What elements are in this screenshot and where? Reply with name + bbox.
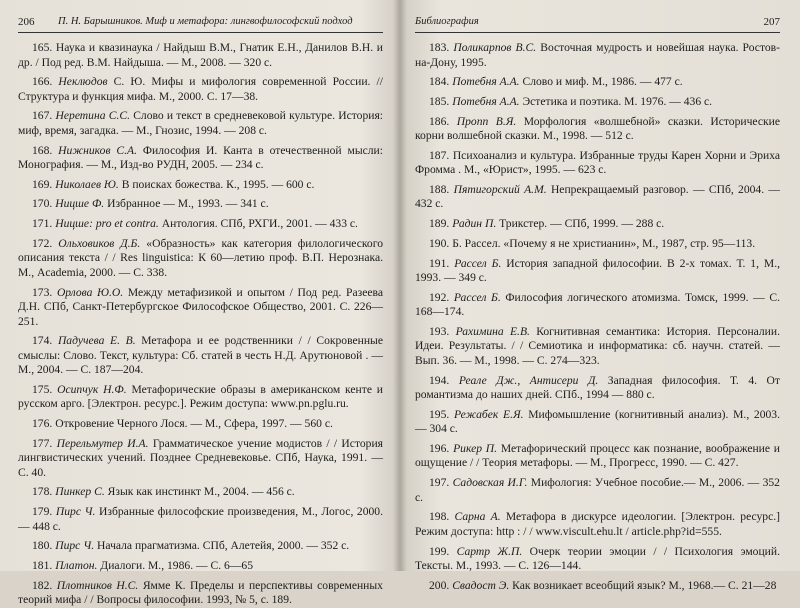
entry-author: Реале Дж., Антисери Д. <box>458 373 599 387</box>
bibliography-entry <box>18 417 383 432</box>
bibliography-entry <box>18 178 383 193</box>
entry-text: Б. Рассел. «Почему я не христианин», М., 1987, стр. 95—113. <box>452 236 756 250</box>
entry-author: Свадост Э. <box>452 578 510 592</box>
entry-number: 182. <box>32 578 53 592</box>
entry-text: Слово и миф. М., 1986. — 477 с. <box>522 75 683 89</box>
bibliography-entry <box>415 41 780 70</box>
bibliography-entry <box>415 95 780 110</box>
entry-text: Как возникает всеобщий язык? М., 1968.— С. 21—28 <box>512 578 777 592</box>
bibliography-entry <box>18 217 383 232</box>
entry-author: Рахимина Е.В. <box>455 324 530 338</box>
entry-text: Мифомышление (когнитивный анализ). М., 2003. — 304 с. <box>415 407 780 436</box>
bibliography-entry <box>415 442 780 471</box>
entry-author: Сарна А. <box>454 510 501 524</box>
bibliography-entry <box>415 291 780 320</box>
entry-text: Начала прагматизма. СПб, Алетейя, 2000. — 352 с. <box>97 539 350 553</box>
entry-number: 184. <box>429 75 450 89</box>
entry-text: Метафора в дискурсе идеологии. [Электрон. ресурс.] Режим доступа: http : / / www.viscult.ehu.lt / article.php?id=555. <box>415 510 781 538</box>
entry-author: Потебня А.А. <box>452 94 520 108</box>
bibliography-entry <box>415 325 780 369</box>
bibliography-entry <box>18 237 383 281</box>
bibliography-entry <box>415 579 780 594</box>
entry-text: История западной философии. В 2-х томах. Т. 1, М., 1993. — 349 с. <box>415 256 780 284</box>
entry-text: «Образность» как категория филологического описания текста / / Res linguistica: К 60—летию проф. В.П. Нерознака. М., Academia, 2000. — С. 338. <box>18 236 383 279</box>
entry-text: Ямме К. Пределы и перспективы современных теорий мифа / / Вопросы философии. 1993, № 5, с. 189. <box>18 578 383 607</box>
entry-number: 196. <box>429 441 450 455</box>
bibliography-entry <box>18 109 383 138</box>
entry-number: 189. <box>429 217 450 231</box>
bibliography-entry <box>18 505 383 534</box>
entry-text: Очерк теории эмоции / / Психология эмоций. Тексты. М., 1993. — С. 126—144. <box>415 544 780 572</box>
entry-author: Пирс Ч. <box>55 539 95 553</box>
entry-author: Пропп В.Я. <box>456 114 517 128</box>
entry-text: Эстетика и поэтика. М. 1976. — 436 с. <box>522 94 713 108</box>
entry-text: Метафора и ее родственники / / Сокровенные смыслы: Слово. Текст, культура: Сб. статей в честь Н.Д. Арутюновой . — М., 2004. — С. 187—204. <box>18 334 383 377</box>
bibliography-entry <box>415 237 780 252</box>
entry-number: 194. <box>429 373 450 387</box>
bibliography-entry <box>18 559 383 574</box>
entry-author: Неклюдов <box>58 75 108 89</box>
entry-number: 171. <box>32 217 53 231</box>
entry-text: Слово и текст в средневековой культуре. История: миф, время, загадка. — М., Гнозис, 1994. — 208 с. <box>18 109 383 137</box>
running-head-title-right: Библиография <box>415 16 479 27</box>
entry-text: Язык как инстинкт М., 2004. — 456 с. <box>107 485 295 499</box>
bibliography-entry <box>415 257 780 286</box>
bibliography-entry <box>415 374 780 403</box>
entry-text: Когнитивная семантика: История. Персоналии. Идеи. Результаты. / / Семиотика и информатика: сб. научн. статей. — Вып. 36. — М., 1998. — С. 274—323. <box>415 324 780 367</box>
entry-text: Между метафизикой и опытом / Под ред. Разеева Д.Н. СПб, Санкт-Петербургское Философское Общество, 2001. С. 226—251. <box>18 285 383 328</box>
bibliography-entry <box>18 197 383 212</box>
bibliography-entry <box>18 539 383 554</box>
entry-number: 195. <box>429 407 450 421</box>
bibliography-entry <box>18 485 383 500</box>
entry-number: 169. <box>32 177 53 191</box>
entry-author: Рассел Б. <box>453 290 501 304</box>
right-page <box>401 0 800 592</box>
entry-text: Трикстер. — СПб, 1999. — 288 с. <box>499 217 665 231</box>
entry-number: 168. <box>32 143 53 157</box>
entry-number: 187. <box>429 148 450 162</box>
entry-number: 191. <box>429 256 450 270</box>
entry-text: Непрекращаемый разговор. — СПб, 2004. — 432 с. <box>415 182 781 211</box>
entry-author: Ольховиков Д.Б. <box>58 236 141 250</box>
entry-author: Плотников Н.С. <box>56 578 139 592</box>
entry-text: Метафорический процесс как познание, воображение и ощущение / / Теория метафоры. — М., Прогресс, 1990. — С. 427. <box>415 441 780 470</box>
entry-text: Метафорические образы в американском кенте и русском арго. [Электрон. ресурс.]. Режим доступа: www.pn.pglu.ru. <box>18 382 383 411</box>
entry-number: 183. <box>429 41 450 54</box>
bibliography-list-left <box>18 41 383 608</box>
entry-number: 170. <box>32 197 53 211</box>
entry-text: Восточная мудрость и новейшая наука. Ростов-на-Дону, 1995. <box>415 41 780 69</box>
entry-text: Мифология: Учебное пособие.— М., 2006. — 352 с. <box>415 476 780 504</box>
bibliography-entry <box>415 510 780 539</box>
entry-number: 175. <box>32 382 53 396</box>
entry-author: Николаев Ю. <box>55 177 119 191</box>
entry-author: Радин П. <box>452 217 497 231</box>
entry-author: Потебня А.А. <box>452 75 520 89</box>
entry-number: 173. <box>32 285 53 299</box>
entry-number: 197. <box>429 476 450 490</box>
entry-author: Поликарпов В.С. <box>453 41 537 54</box>
entry-author: Неретина С.С. <box>55 109 130 123</box>
page-number-right: 207 <box>763 16 780 28</box>
entry-text: Грамматическое учение модистов / / История лингвистических учений. Позднее Средневековье. СПб, Наука, 1991. — С. 40. <box>18 436 383 479</box>
entry-number: 181. <box>32 559 53 572</box>
running-head-title-left: П. Н. Барышников. Миф и метафора: лингвофилософский подход <box>58 16 353 27</box>
entry-author: Пинкер С. <box>55 485 105 499</box>
entry-text: В поисках божества. К., 1995. — 600 с. <box>121 177 315 191</box>
bibliography-entry <box>18 437 383 481</box>
entry-author: Перельмутер И.А. <box>56 436 149 450</box>
bibliography-entry <box>18 75 383 104</box>
entry-number: 198. <box>429 510 450 524</box>
entry-number: 179. <box>32 505 53 519</box>
entry-text: Диалоги. М., 1986. — С. 6—65 <box>100 559 253 572</box>
bibliography-entry <box>18 286 383 330</box>
bibliography-entry <box>415 217 780 232</box>
entry-author: Рикер П. <box>453 441 498 455</box>
bibliography-list-right <box>415 41 780 593</box>
entry-number: 165. <box>32 41 53 54</box>
entry-author: Режабек Е.Я. <box>453 407 524 421</box>
entry-author: Нижников С.А. <box>58 143 137 157</box>
entry-number: 177. <box>32 436 53 450</box>
entry-author: Орлова Ю.О. <box>56 285 124 299</box>
bibliography-entry <box>18 579 383 608</box>
running-head-right <box>415 14 780 33</box>
entry-text: Наука и квазинаука / Найдыш В.М., Гнатик Е.Н., Данилов В.Н. и др. / Под ред. В.М. Найдыша. — М., 2008. — 320 с. <box>18 41 383 69</box>
entry-text: Западная философия. Т. 4. От романтизма до наших дней. СПб., 1994 — 880 с. <box>415 373 780 402</box>
entry-author: Садовская И.Г. <box>452 476 528 490</box>
entry-number: 166. <box>32 75 53 89</box>
entry-author: Осипчук Н.Ф. <box>57 382 127 396</box>
entry-text: Философия И. Канта в отечественной мысли: Монография. — М., Изд-во РУДН, 2005. — 234 с. <box>18 143 383 172</box>
entry-author: Пятигорский А.М. <box>453 182 547 196</box>
entry-number: 172. <box>32 236 53 250</box>
bibliography-entry <box>18 144 383 173</box>
entry-text: Избранные философские произведения, М., Логос, 2000. — 448 с. <box>18 505 383 533</box>
entry-number: 199. <box>429 544 450 558</box>
bibliography-entry <box>415 476 780 505</box>
entry-number: 178. <box>32 485 53 499</box>
entry-author: Ницше: pro et contra. <box>55 217 159 231</box>
bibliography-entry <box>18 383 383 412</box>
running-head-left <box>18 14 383 33</box>
entry-author: Пирс Ч. <box>55 505 96 519</box>
entry-text: Антология. СПб, РХГИ., 2001. — 433 с. <box>161 217 358 231</box>
entry-number: 176. <box>32 417 53 431</box>
entry-author: Сартр Ж.П. <box>456 544 523 558</box>
bibliography-entry <box>18 41 383 70</box>
entry-author: Ницше Ф. <box>55 197 105 211</box>
entry-text: Психоанализ и культура. Избранные труды Карен Хорни и Эриха Фромма . М., «Юрист», 1995. — 623 с. <box>415 148 780 177</box>
entry-author: Рассел Б. <box>454 256 502 270</box>
entry-text: Морфология «волшебной» сказки. Исторические корни волшебной сказки. М., 1998. — 512 с. <box>415 114 780 143</box>
bibliography-entry <box>415 183 780 212</box>
entry-number: 193. <box>429 324 450 338</box>
entry-author: Платон. <box>55 559 98 572</box>
entry-text: С. Ю. Мифы и мифология современной России. // Структура и функция мифа. М., 2000. С. 17—38. <box>18 75 384 103</box>
entry-author: Падучева Е. В. <box>57 334 136 348</box>
bibliography-entry <box>415 75 780 90</box>
left-page <box>0 0 399 607</box>
entry-number: 174. <box>32 334 53 348</box>
entry-number: 185. <box>429 94 450 108</box>
entry-text: Философия логического атомизма. Томск, 1999. — С. 168—174. <box>415 290 780 319</box>
bibliography-entry <box>415 408 780 437</box>
entry-number: 192. <box>429 290 450 304</box>
entry-number: 180. <box>32 539 53 553</box>
bibliography-entry <box>415 545 780 574</box>
entry-number: 190. <box>429 236 450 250</box>
entry-text: Избранное — М., 1993. — 341 с. <box>107 197 269 211</box>
entry-number: 186. <box>429 114 450 128</box>
bibliography-entry <box>415 115 780 144</box>
entry-number: 200. <box>429 578 450 592</box>
entry-text: Откровение Черного Лося. — М., Сфера, 1997. — 560 с. <box>55 417 333 431</box>
bibliography-entry <box>415 149 780 178</box>
entry-number: 167. <box>32 109 53 123</box>
bibliography-entry <box>18 334 383 378</box>
entry-number: 188. <box>429 182 450 196</box>
page-number-left: 206 <box>18 16 35 28</box>
